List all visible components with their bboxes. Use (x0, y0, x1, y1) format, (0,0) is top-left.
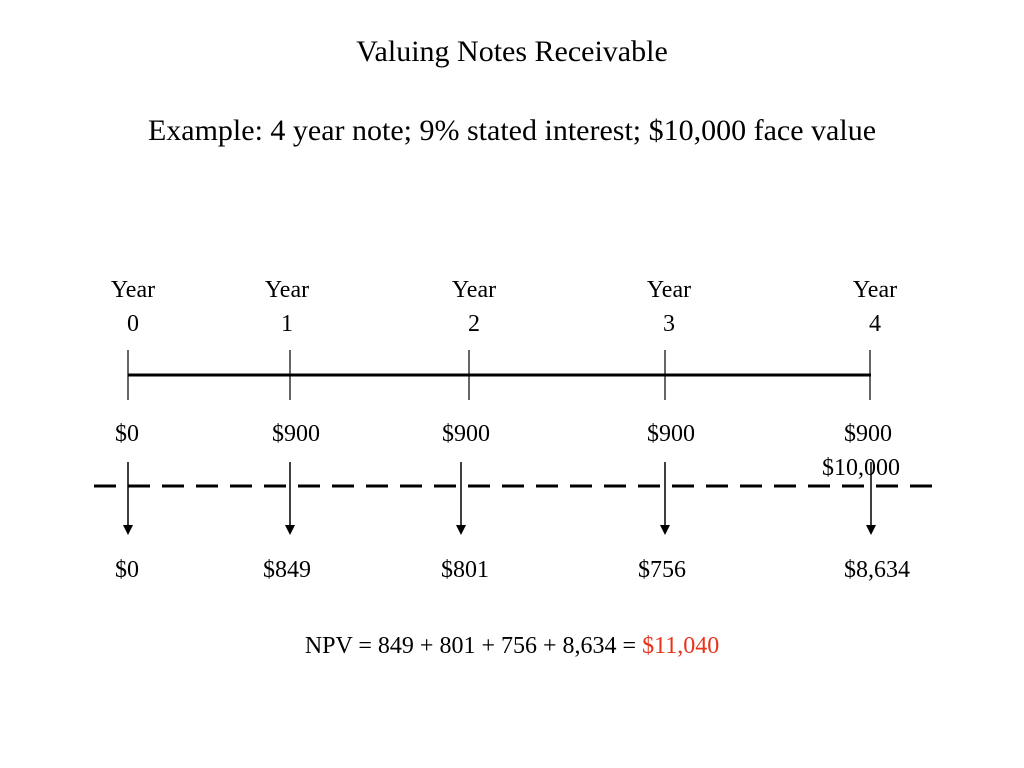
present-value: $849 (263, 557, 311, 583)
year-number: 1 (281, 311, 293, 337)
cash-flow-value: $900 (272, 421, 320, 447)
year-number: 3 (663, 311, 675, 337)
example-subtitle: Example: 4 year note; 9% stated interest; $10,000 face value (147, 114, 877, 147)
cash-flow-value: $900 (647, 421, 695, 447)
present-value: $0 (115, 557, 139, 583)
cash-flow-value: $10,000 (822, 455, 900, 481)
present-value: $8,634 (844, 557, 910, 583)
year-number: 2 (468, 311, 480, 337)
npv-total: $11,040 (642, 633, 720, 659)
npv-equation (0, 631, 1024, 661)
year-label: Year (264, 277, 310, 303)
npv-formula: NPV = 849 + 801 + 756 + 8,634 = (304, 633, 643, 659)
year-label: Year (110, 277, 156, 303)
present-value: $801 (441, 557, 489, 583)
cash-flow-value: $900 (844, 421, 892, 447)
year-number: 0 (127, 311, 139, 337)
year-label: Year (646, 277, 692, 303)
page-title: Valuing Notes Receivable (356, 35, 668, 68)
year-number: 4 (869, 311, 881, 337)
year-label: Year (852, 277, 898, 303)
present-value: $756 (638, 557, 686, 583)
year-label: Year (451, 277, 497, 303)
cash-flow-value: $900 (442, 421, 490, 447)
cash-flow-value: $0 (115, 421, 139, 447)
